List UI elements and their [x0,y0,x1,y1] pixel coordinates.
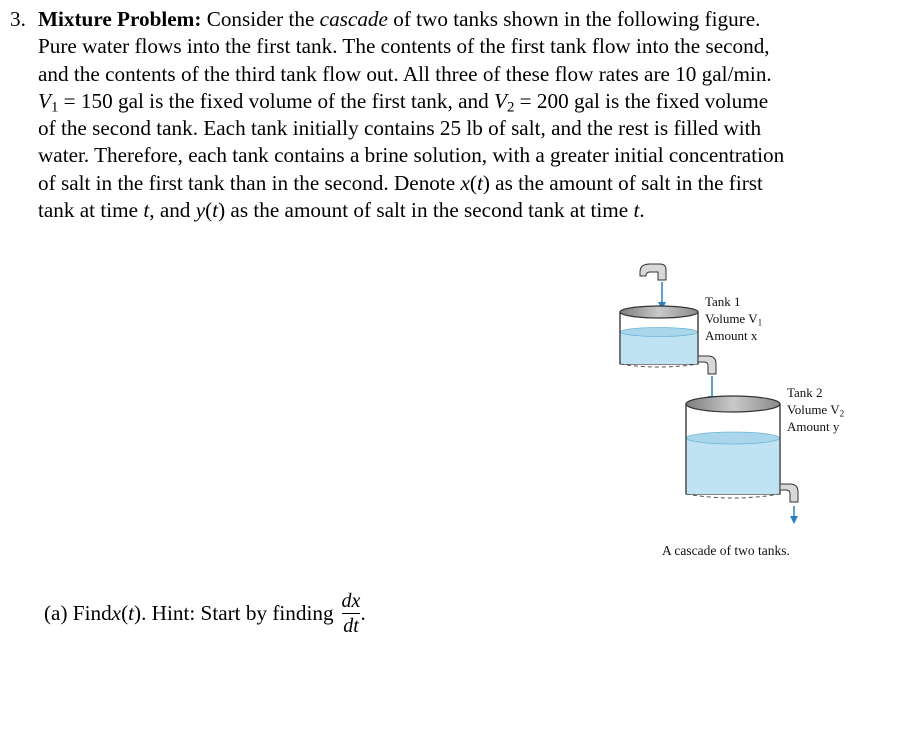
figure-caption: A cascade of two tanks. [662,543,790,558]
cascade-figure [600,250,900,570]
tank-1 [620,306,698,367]
problem-line-6: water. Therefore, each tank contains a brine solution, with a greater initial concentration [38,143,785,168]
problem-number: 3. [10,7,26,31]
tank-2 [686,396,780,498]
tank1-outflow-pipe [698,356,716,374]
cascade-emphasis: cascade [319,7,388,31]
outflow-arrowhead [790,516,798,524]
problem-text [10,6,890,224]
problem-line-8: tank at time t, and y(t) as the amount of salt in the second tank at time t. [38,198,645,223]
inflow-pipe [640,264,666,280]
part-a: (a) Find x ( t ). Hint: Start by finding $\frac{dx}{dt}$ . [44,590,366,637]
problem-line-7: of salt in the first tank than in the second. Denote x(t) as the amount of salt in the first [38,170,763,195]
problem-line-4: $V_1 = 150$ gal is the fixed volume of the first tank, and $V_2 = 200$ gal is the fixed volume [38,88,769,116]
problem-line-1: 3. Mixture Problem: Consider the cascade of two tanks shown in the following figure. [10,6,890,33]
dx-dt-fraction: $\frac{dx}{dt}$ [341,590,361,637]
problem-line-2: Pure water flows into the first tank. The contents of the first tank flow into the second, [38,34,770,59]
tank2-label: Tank 2 Volume $V_2$ Amount y [787,385,845,434]
problem-title: Mixture Problem: [38,7,202,31]
problem-line-3: and the contents of the third tank flow out. All three of these flow rates are 10 gal/min. [38,61,772,86]
problem-line-5: of the second tank. Each tank initially contains 25 lb of salt, and the rest is filled with [38,116,762,141]
tank1-label: Tank 1 Volume $V_1$ Amount x [705,294,763,343]
tank2-outflow-pipe [780,484,798,502]
